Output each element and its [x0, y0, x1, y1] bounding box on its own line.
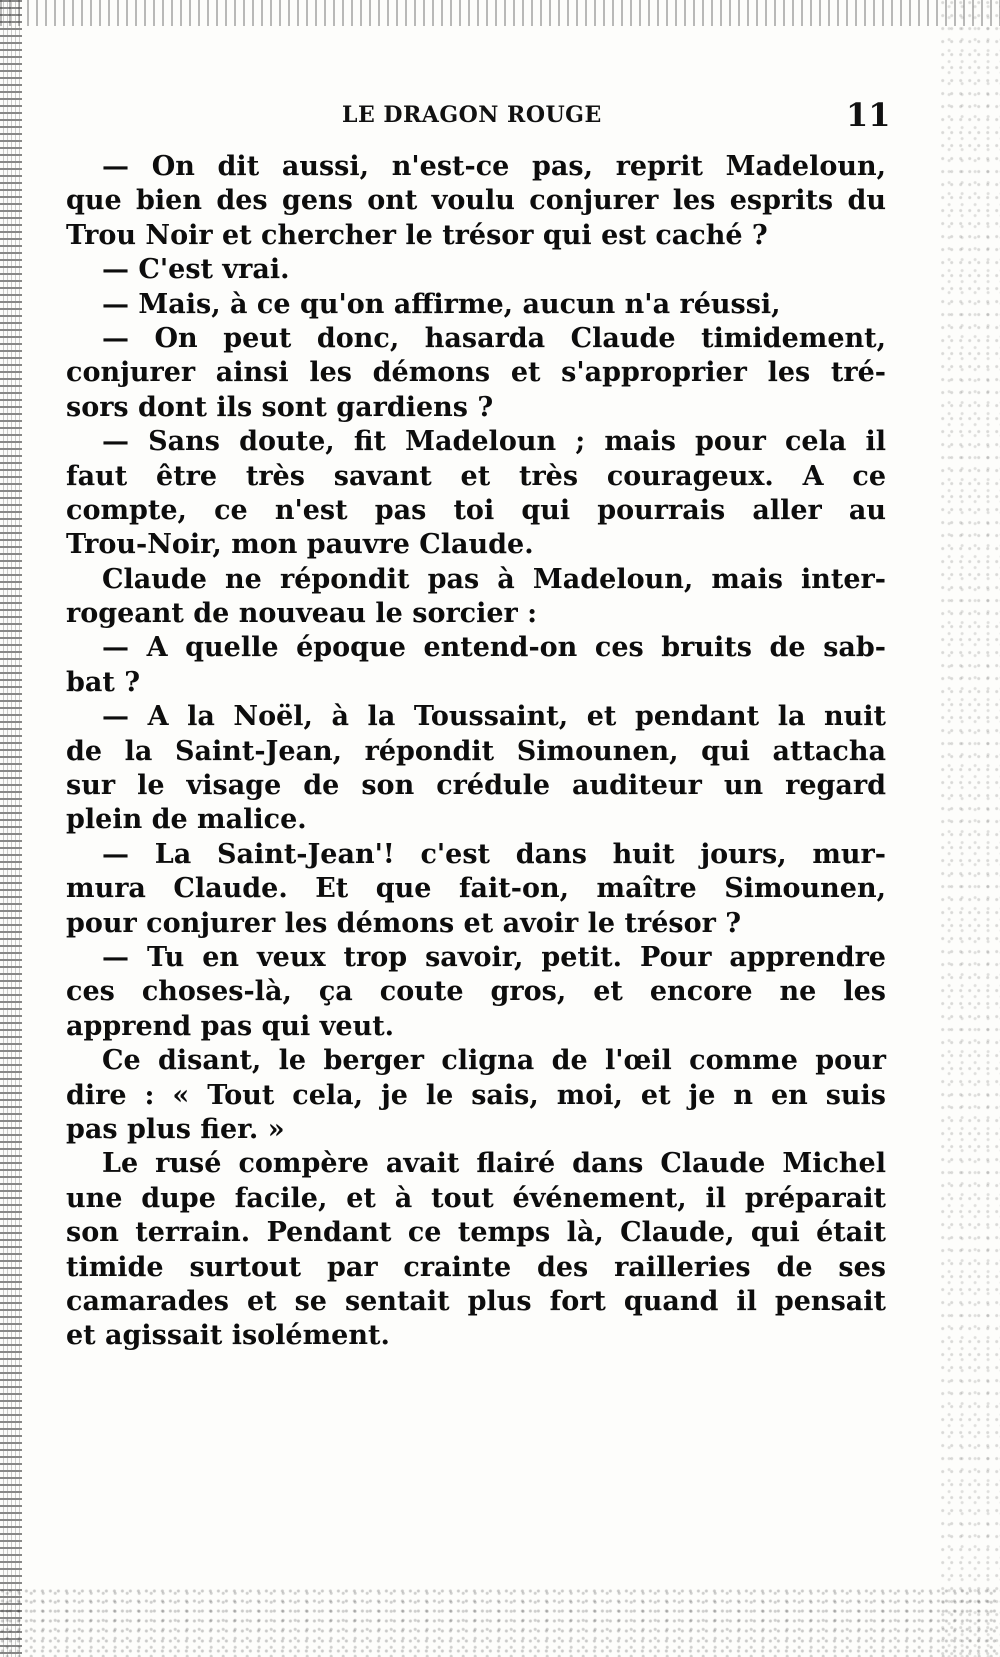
text-line: Trou-Noir, mon pauvre Claude.: [66, 529, 534, 561]
text-line: dire : « Tout cela, je le sais, moi, et je n en suis: [66, 1079, 886, 1111]
body-text: [66, 150, 886, 1354]
page-number: 11: [846, 96, 891, 134]
text-line: sors dont ils sont gardiens ?: [66, 391, 494, 423]
text-line: une dupe facile, et à tout événement, il préparait: [66, 1182, 886, 1214]
text-line: son terrain. Pendant ce temps là, Claude, qui était: [66, 1217, 886, 1249]
text-line: compte, ce n'est pas toi qui pourrais aller au: [66, 494, 886, 526]
text-line: sur le visage de son crédule auditeur un regard: [66, 770, 886, 802]
text-line: bat ?: [66, 666, 141, 698]
text-line: conjurer ainsi les démons et s'approprier les tré-: [66, 357, 886, 389]
text-line: — A quelle époque entend-on ces bruits de sab-: [102, 632, 886, 664]
text-line: que bien des gens ont voulu conjurer les esprits du: [66, 185, 886, 217]
text-line: mura Claude. Et que fait-on, maître Simounen,: [66, 873, 886, 905]
text-line: et agissait isolément.: [66, 1320, 390, 1352]
text-line: de la Saint-Jean, répondit Simounen, qui attacha: [66, 735, 886, 767]
scan-edge-right: [940, 0, 1000, 1657]
text-line: pour conjurer les démons et avoir le trésor ?: [66, 907, 742, 939]
text-line: Ce disant, le berger cligna de l'œil comme pour: [102, 1045, 886, 1077]
text-line: faut être très savant et très courageux. A ce: [66, 460, 886, 492]
text-line: pas plus fier. »: [66, 1113, 285, 1145]
text-line: ces choses-là, ça coute gros, et encore ne les: [66, 976, 886, 1008]
text-line: — Sans doute, fit Madeloun ; mais pour cela il: [102, 426, 886, 458]
text-line: — On peut donc, hasarda Claude timidement,: [102, 322, 886, 354]
text-line: Claude ne répondit pas à Madeloun, mais inter-: [102, 563, 886, 595]
running-title: LE DRAGON ROUGE: [342, 102, 602, 128]
scan-edge-top: [0, 0, 1000, 26]
text-line: — Tu en veux trop savoir, petit. Pour apprendre: [102, 941, 886, 973]
text-line: — La Saint-Jean'! c'est dans huit jours, mur-: [102, 838, 886, 870]
scan-edge-bottom: [0, 1587, 1000, 1657]
text-line: timide surtout par crainte des railleries de ses: [66, 1251, 886, 1283]
page-header: [0, 96, 1000, 136]
text-line: apprend pas qui veut.: [66, 1010, 395, 1042]
text-line: — C'est vrai.: [102, 254, 290, 286]
text-line: Le rusé compère avait flairé dans Claude Michel: [102, 1148, 886, 1180]
text-line: rogeant de nouveau le sorcier :: [66, 598, 538, 630]
text-line: — A la Noël, à la Toussaint, et pendant la nuit: [102, 701, 886, 733]
text-line: camarades et se sentait plus fort quand il pensait: [66, 1285, 886, 1317]
text-line: — On dit aussi, n'est-ce pas, reprit Madeloun,: [102, 151, 886, 182]
scan-edge-left: [0, 0, 22, 1657]
text-line: Trou Noir et chercher le trésor qui est caché ?: [66, 219, 768, 251]
text-line: plein de malice.: [66, 804, 307, 836]
text-line: — Mais, à ce qu'on affirme, aucun n'a réussi,: [102, 288, 781, 320]
